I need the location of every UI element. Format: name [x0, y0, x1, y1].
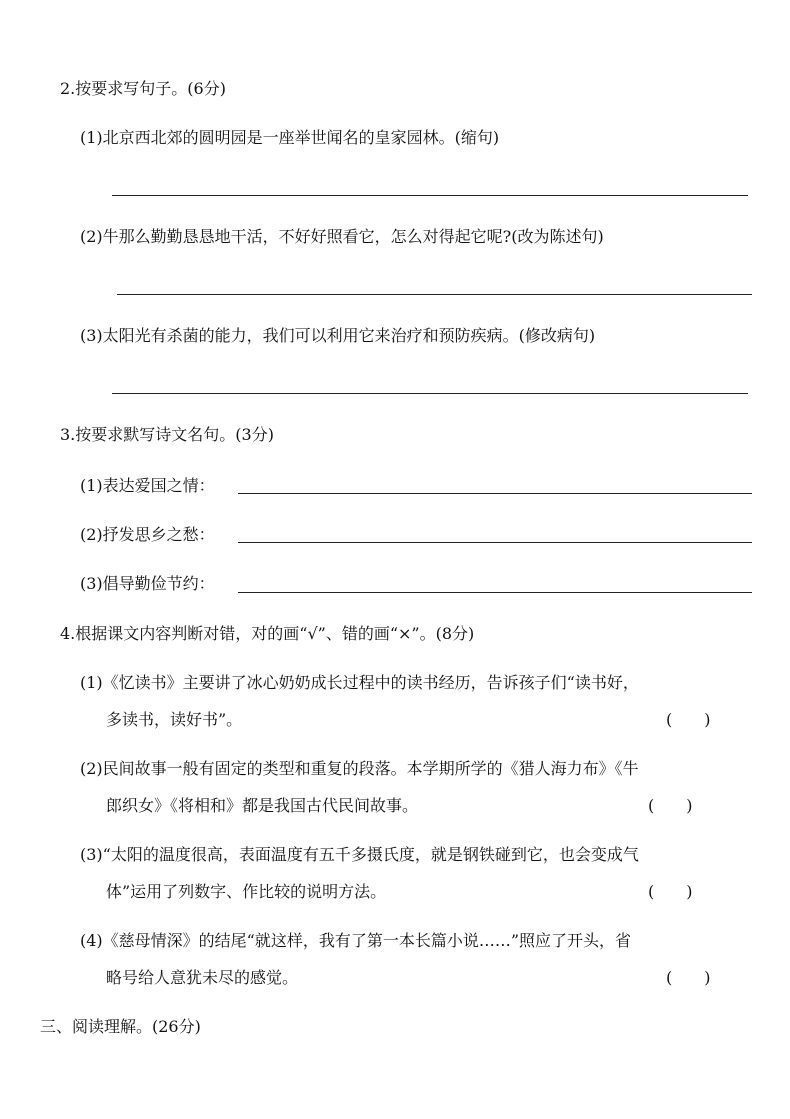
q3-item-3: (3)倡导勤俭节约： [80, 574, 215, 593]
q2-item-1: (1)北京西北郊的圆明园是一座举世闻名的皇家园林。(缩句) [80, 128, 500, 147]
q4-item-3-line1: (3)“太阳的温度很高，表面温度有五千多摄氏度，就是钢铁碰到它，也会变成气 [80, 845, 639, 864]
answer-line-q2-2[interactable] [117, 294, 752, 295]
q2-item-2: (2)牛那么勤勤恳恳地干活，不好好照看它，怎么对得起它呢?(改为陈述句) [80, 227, 604, 246]
q2-title: 2.按要求写句子。(6分) [60, 79, 226, 98]
answer-line-q3-1[interactable] [238, 493, 752, 494]
q4-item-2-line1: (2)民间故事一般有固定的类型和重复的段落。本学期所学的《猎人海力布》《牛 [80, 759, 639, 778]
q3-item-1: (1)表达爱国之情： [80, 476, 215, 495]
q4-item-2-line2: 郎织女》《将相和》都是我国古代民间故事。 [106, 796, 419, 815]
q2-item-3: (3)太阳光有杀菌的能力，我们可以利用它来治疗和预防疾病。(修改病句) [80, 326, 596, 345]
q3-title: 3.按要求默写诗文名句。(3分) [60, 425, 274, 444]
section-3-title: 三、阅读理解。(26分) [40, 1017, 201, 1036]
q4-item-3-line2: 体”运用了列数字、作比较的说明方法。 [106, 882, 387, 901]
answer-line-q3-2[interactable] [238, 542, 752, 543]
q4-item-4-line2: 略号给人意犹未尽的感觉。 [106, 968, 299, 987]
q4-item-1-line1: (1)《忆读书》主要讲了冰心奶奶成长过程中的读书经历，告诉孩子们“读书好， [80, 673, 639, 692]
q4-item-4-line1: (4)《慈母情深》的结尾“就这样，我有了第一本长篇小说……”照应了开头，省 [80, 931, 632, 950]
answer-bracket-q4-1[interactable]: ( ) [666, 710, 711, 729]
answer-line-q2-3[interactable] [112, 393, 748, 394]
answer-line-q3-3[interactable] [238, 592, 752, 593]
q3-item-2: (2)抒发思乡之愁： [80, 525, 215, 544]
answer-bracket-q4-3[interactable]: ( ) [648, 882, 693, 901]
answer-bracket-q4-4[interactable]: ( ) [666, 968, 711, 987]
q4-title: 4.根据课文内容判断对错，对的画“√”、错的画“×”。(8分) [60, 624, 475, 643]
answer-bracket-q4-2[interactable]: ( ) [648, 796, 693, 815]
answer-line-q2-1[interactable] [112, 195, 748, 196]
q4-item-1-line2: 多读书，读好书”。 [106, 710, 243, 729]
